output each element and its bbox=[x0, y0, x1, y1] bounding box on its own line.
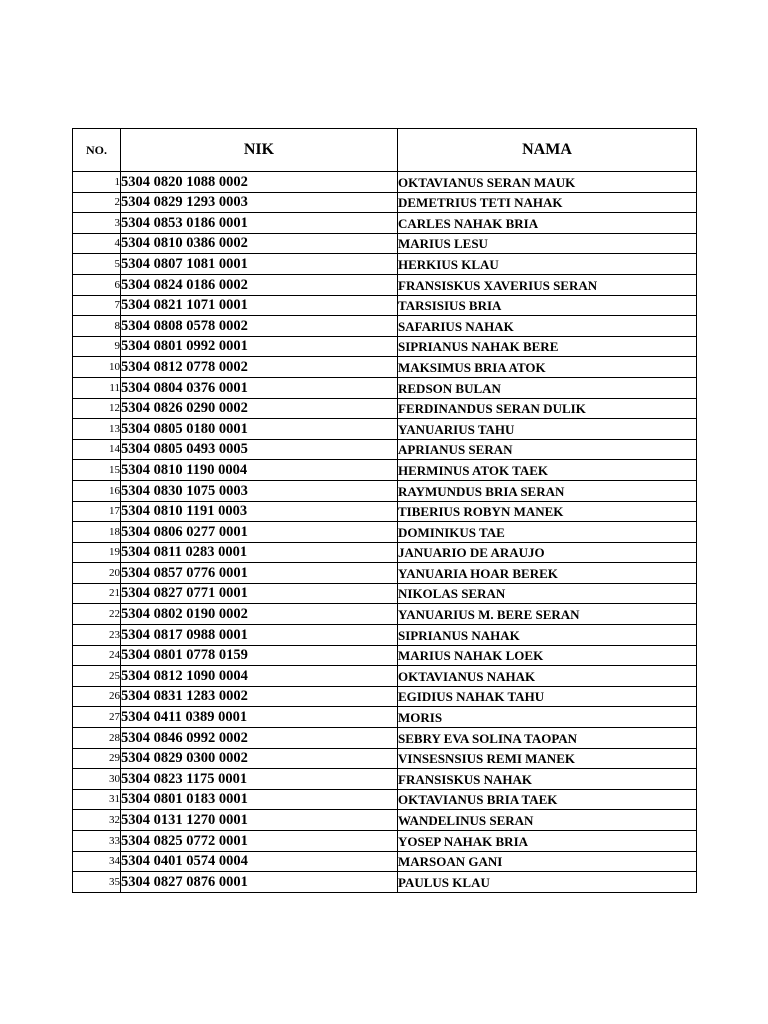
row-nik: 5304 0411 0389 0001 bbox=[121, 707, 398, 728]
row-nama: TIBERIUS ROBYN MANEK bbox=[398, 501, 697, 522]
table-row bbox=[73, 769, 697, 790]
row-nik: 5304 0823 1175 0001 bbox=[121, 769, 398, 790]
table-row bbox=[73, 439, 697, 460]
row-nama: HERKIUS KLAU bbox=[398, 254, 697, 275]
roster-table bbox=[72, 128, 697, 893]
table-row bbox=[73, 563, 697, 584]
row-nama: SEBRY EVA SOLINA TAOPAN bbox=[398, 728, 697, 749]
row-nik: 5304 0826 0290 0002 bbox=[121, 398, 398, 419]
row-nik: 5304 0801 0992 0001 bbox=[121, 336, 398, 357]
row-nama: OKTAVIANUS SERAN MAUK bbox=[398, 172, 697, 193]
row-nama: APRIANUS SERAN bbox=[398, 439, 697, 460]
row-nama: MARIUS LESU bbox=[398, 233, 697, 254]
row-nik: 5304 0812 0778 0002 bbox=[121, 357, 398, 378]
row-nama: FRANSISKUS XAVERIUS SERAN bbox=[398, 274, 697, 295]
table-row bbox=[73, 831, 697, 852]
row-nik: 5304 0806 0277 0001 bbox=[121, 522, 398, 543]
row-number: 18 bbox=[73, 522, 121, 543]
table-row bbox=[73, 419, 697, 440]
row-nik: 5304 0131 1270 0001 bbox=[121, 810, 398, 831]
table-row bbox=[73, 254, 697, 275]
row-nik: 5304 0827 0876 0001 bbox=[121, 872, 398, 893]
row-nama: OKTAVIANUS BRIA TAEK bbox=[398, 789, 697, 810]
row-nik: 5304 0401 0574 0004 bbox=[121, 851, 398, 872]
table-row bbox=[73, 377, 697, 398]
row-nama: DEMETRIUS TETI NAHAK bbox=[398, 192, 697, 213]
row-nama: YANUARIUS M. BERE SERAN bbox=[398, 604, 697, 625]
row-nik: 5304 0805 0180 0001 bbox=[121, 419, 398, 440]
row-nama: MARSOAN GANI bbox=[398, 851, 697, 872]
row-number: 14 bbox=[73, 439, 121, 460]
row-number: 3 bbox=[73, 213, 121, 234]
row-nik: 5304 0830 1075 0003 bbox=[121, 480, 398, 501]
table-header bbox=[73, 129, 697, 172]
row-nama: YANUARIA HOAR BEREK bbox=[398, 563, 697, 584]
row-number: 9 bbox=[73, 336, 121, 357]
table-row bbox=[73, 295, 697, 316]
row-nik: 5304 0801 0778 0159 bbox=[121, 645, 398, 666]
row-nama: MORIS bbox=[398, 707, 697, 728]
table-row bbox=[73, 604, 697, 625]
row-nik: 5304 0812 1090 0004 bbox=[121, 666, 398, 687]
row-number: 33 bbox=[73, 831, 121, 852]
table-row bbox=[73, 357, 697, 378]
row-number: 2 bbox=[73, 192, 121, 213]
row-nama: SIPRIANUS NAHAK BERE bbox=[398, 336, 697, 357]
table-row bbox=[73, 233, 697, 254]
row-nama: PAULUS KLAU bbox=[398, 872, 697, 893]
table-row bbox=[73, 480, 697, 501]
row-nik: 5304 0824 0186 0002 bbox=[121, 274, 398, 295]
row-nik: 5304 0808 0578 0002 bbox=[121, 316, 398, 337]
table-row bbox=[73, 625, 697, 646]
table-row bbox=[73, 460, 697, 481]
row-number: 29 bbox=[73, 748, 121, 769]
row-nama: EGIDIUS NAHAK TAHU bbox=[398, 686, 697, 707]
row-number: 7 bbox=[73, 295, 121, 316]
row-nik: 5304 0810 1190 0004 bbox=[121, 460, 398, 481]
row-number: 17 bbox=[73, 501, 121, 522]
table-row bbox=[73, 728, 697, 749]
row-nama: WANDELINUS SERAN bbox=[398, 810, 697, 831]
table-row bbox=[73, 398, 697, 419]
row-number: 22 bbox=[73, 604, 121, 625]
row-nama: FRANSISKUS NAHAK bbox=[398, 769, 697, 790]
table-row bbox=[73, 810, 697, 831]
table-row bbox=[73, 872, 697, 893]
row-nik: 5304 0831 1283 0002 bbox=[121, 686, 398, 707]
row-number: 26 bbox=[73, 686, 121, 707]
row-nama: OKTAVIANUS NAHAK bbox=[398, 666, 697, 687]
row-nik: 5304 0802 0190 0002 bbox=[121, 604, 398, 625]
table-row bbox=[73, 666, 697, 687]
row-nik: 5304 0820 1088 0002 bbox=[121, 172, 398, 193]
row-number: 1 bbox=[73, 172, 121, 193]
row-number: 25 bbox=[73, 666, 121, 687]
row-nama: RAYMUNDUS BRIA SERAN bbox=[398, 480, 697, 501]
row-number: 6 bbox=[73, 274, 121, 295]
row-number: 12 bbox=[73, 398, 121, 419]
row-number: 16 bbox=[73, 480, 121, 501]
row-nik: 5304 0810 0386 0002 bbox=[121, 233, 398, 254]
table-row bbox=[73, 316, 697, 337]
row-number: 4 bbox=[73, 233, 121, 254]
row-number: 30 bbox=[73, 769, 121, 790]
table-row bbox=[73, 542, 697, 563]
row-nik: 5304 0829 0300 0002 bbox=[121, 748, 398, 769]
row-nik: 5304 0801 0183 0001 bbox=[121, 789, 398, 810]
row-nik: 5304 0810 1191 0003 bbox=[121, 501, 398, 522]
table-row bbox=[73, 213, 697, 234]
row-number: 13 bbox=[73, 419, 121, 440]
row-nik: 5304 0817 0988 0001 bbox=[121, 625, 398, 646]
row-number: 27 bbox=[73, 707, 121, 728]
row-nama: DOMINIKUS TAE bbox=[398, 522, 697, 543]
row-nama: MARIUS NAHAK LOEK bbox=[398, 645, 697, 666]
header-nik: NIK bbox=[121, 129, 398, 172]
row-number: 34 bbox=[73, 851, 121, 872]
row-number: 11 bbox=[73, 377, 121, 398]
table-row bbox=[73, 645, 697, 666]
row-nama: JANUARIO DE ARAUJO bbox=[398, 542, 697, 563]
row-nik: 5304 0857 0776 0001 bbox=[121, 563, 398, 584]
row-number: 28 bbox=[73, 728, 121, 749]
row-nama: MAKSIMUS BRIA ATOK bbox=[398, 357, 697, 378]
row-number: 21 bbox=[73, 583, 121, 604]
table-row bbox=[73, 522, 697, 543]
table-row bbox=[73, 172, 697, 193]
row-nik: 5304 0853 0186 0001 bbox=[121, 213, 398, 234]
row-nik: 5304 0807 1081 0001 bbox=[121, 254, 398, 275]
table-row bbox=[73, 583, 697, 604]
row-number: 10 bbox=[73, 357, 121, 378]
row-number: 24 bbox=[73, 645, 121, 666]
table-row bbox=[73, 707, 697, 728]
header-nama: NAMA bbox=[398, 129, 697, 172]
table-row bbox=[73, 789, 697, 810]
row-nama: VINSESNSIUS REMI MANEK bbox=[398, 748, 697, 769]
row-nama: CARLES NAHAK BRIA bbox=[398, 213, 697, 234]
row-number: 35 bbox=[73, 872, 121, 893]
table-row bbox=[73, 274, 697, 295]
table-body bbox=[73, 172, 697, 893]
table-row bbox=[73, 192, 697, 213]
row-nik: 5304 0846 0992 0002 bbox=[121, 728, 398, 749]
row-nama: SIPRIANUS NAHAK bbox=[398, 625, 697, 646]
row-nama: NIKOLAS SERAN bbox=[398, 583, 697, 604]
row-nik: 5304 0827 0771 0001 bbox=[121, 583, 398, 604]
row-nama: YOSEP NAHAK BRIA bbox=[398, 831, 697, 852]
header-row bbox=[73, 129, 697, 172]
header-no: NO. bbox=[73, 129, 121, 172]
row-nama: HERMINUS ATOK TAEK bbox=[398, 460, 697, 481]
row-number: 31 bbox=[73, 789, 121, 810]
row-number: 23 bbox=[73, 625, 121, 646]
row-nik: 5304 0821 1071 0001 bbox=[121, 295, 398, 316]
row-nik: 5304 0811 0283 0001 bbox=[121, 542, 398, 563]
row-number: 32 bbox=[73, 810, 121, 831]
row-nik: 5304 0805 0493 0005 bbox=[121, 439, 398, 460]
row-nama: FERDINANDUS SERAN DULIK bbox=[398, 398, 697, 419]
row-nama: YANUARIUS TAHU bbox=[398, 419, 697, 440]
table-row bbox=[73, 501, 697, 522]
row-number: 8 bbox=[73, 316, 121, 337]
row-nama: SAFARIUS NAHAK bbox=[398, 316, 697, 337]
row-number: 20 bbox=[73, 563, 121, 584]
row-nama: REDSON BULAN bbox=[398, 377, 697, 398]
row-number: 5 bbox=[73, 254, 121, 275]
table-row bbox=[73, 686, 697, 707]
row-nama: TARSISIUS BRIA bbox=[398, 295, 697, 316]
row-number: 19 bbox=[73, 542, 121, 563]
table-row bbox=[73, 748, 697, 769]
row-nik: 5304 0829 1293 0003 bbox=[121, 192, 398, 213]
row-number: 15 bbox=[73, 460, 121, 481]
table-row bbox=[73, 851, 697, 872]
table-row bbox=[73, 336, 697, 357]
row-nik: 5304 0804 0376 0001 bbox=[121, 377, 398, 398]
row-nik: 5304 0825 0772 0001 bbox=[121, 831, 398, 852]
